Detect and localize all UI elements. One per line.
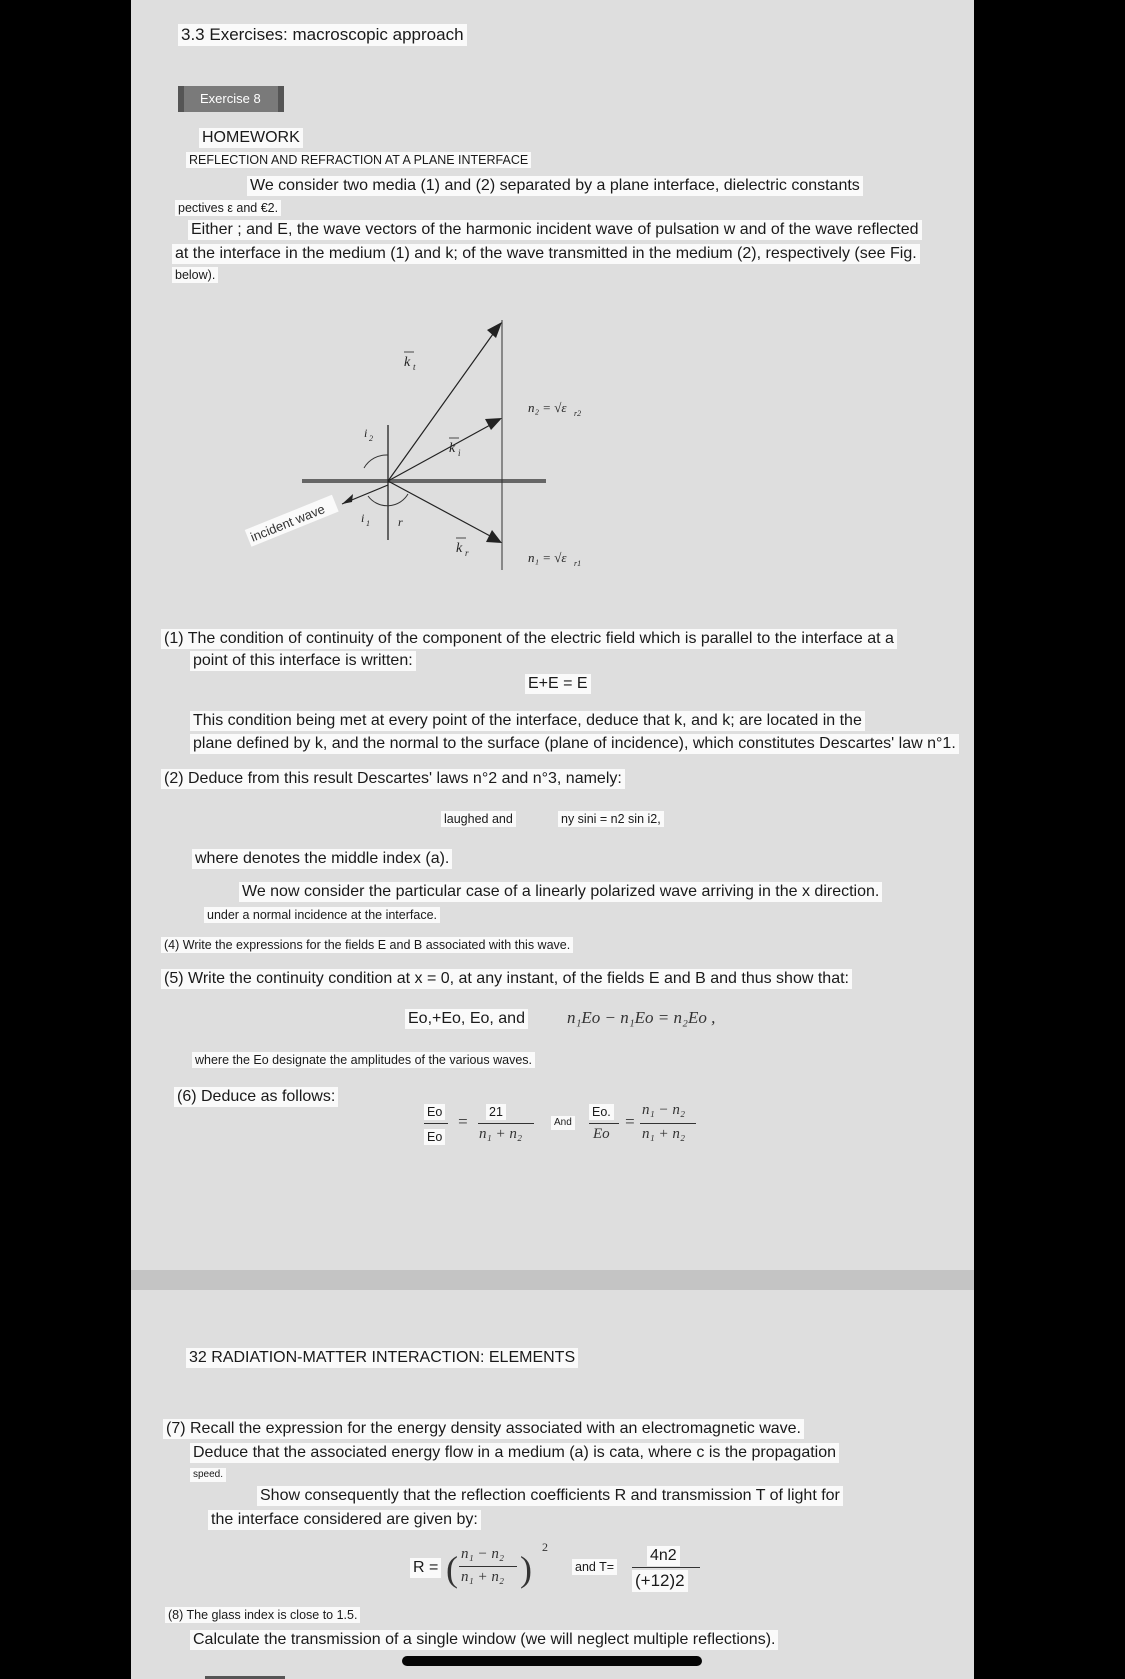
q6-r-denominator: Eo: [593, 1126, 610, 1142]
q6-t-rhs-denominator: n₁ + n₂: [479, 1126, 523, 1142]
kt-ray: [388, 327, 498, 481]
q2-law-a: laughed and: [441, 811, 516, 827]
q6-t-bar: [424, 1123, 448, 1124]
q6-r-bar: [589, 1123, 619, 1124]
ki-label: k: [449, 441, 456, 456]
q2-law-b: ny sini = n2 sin i2,: [558, 811, 664, 827]
intro-line-1: We consider two media (1) and (2) separated by a plane interface, dielectric constants: [247, 176, 863, 196]
kr-sub-label: r: [465, 548, 469, 558]
i2-label: i: [364, 426, 368, 440]
q7-and-t: and T=: [572, 1559, 617, 1575]
intro-line-4: at the interface in the medium (1) and k; of the wave transmitted in the medium (2), respectively (see Fig.: [172, 244, 920, 264]
n2-sub-label: r2: [574, 409, 582, 418]
q7-line-1: (7) Recall the expression for the energy density associated with an electromagnetic wave.: [163, 1419, 804, 1439]
q1-line-4: plane defined by k, and the normal to the surface (plane of incidence), which constitutes Descartes' law n°1.: [190, 734, 959, 754]
q6-r-rhs-denominator: n₁ + n₂: [642, 1126, 686, 1142]
q5-equation-a: Eo,+Eo, Eo, and: [405, 1009, 528, 1029]
q7-r-bar: [459, 1566, 517, 1567]
n2-equation: n₂ = √ε: [528, 400, 567, 415]
refraction-diagram: [230, 300, 630, 580]
i1-label: i: [361, 511, 365, 525]
q7-t-bar: [632, 1567, 700, 1568]
q6-line-1: (6) Deduce as follows:: [174, 1087, 338, 1107]
angle-i2-arc: [364, 455, 388, 468]
q2-line-2: where denotes the middle index (a).: [192, 849, 452, 869]
q8-line-1: (8) The glass index is close to 1.5.: [165, 1607, 360, 1623]
q7-line-4: Show consequently that the reflection coefficients R and transmission T of light for: [257, 1486, 843, 1506]
q6-t-denominator: Eo: [424, 1129, 445, 1145]
q6-t-equals: =: [457, 1112, 469, 1131]
q1-equation: E+E = E: [525, 674, 591, 694]
intro-line-3: Either ; and E, the wave vectors of the harmonic incident wave of pulsation w and of the wave reflected: [188, 220, 922, 240]
kr-arrowhead: [486, 530, 502, 543]
n1-sub-label: r1: [574, 559, 582, 568]
q2-line-1: (2) Deduce from this result Descartes' laws n°2 and n°3, namely:: [161, 769, 625, 789]
exercise-subtitle: REFLECTION AND REFRACTION AT A PLANE INTERFACE: [186, 152, 531, 168]
section-title: 3.3 Exercises: macroscopic approach: [178, 24, 467, 46]
q6-r-rhs-bar: [640, 1123, 696, 1124]
q7-left-paren: (: [446, 1549, 458, 1589]
scroll-indicator[interactable]: [402, 1656, 702, 1666]
exercise-8-tab[interactable]: Exercise 8: [178, 86, 284, 112]
q7-r-numerator: n₁ − n₂: [461, 1546, 505, 1562]
q7-r-denominator: n₁ + n₂: [461, 1569, 505, 1585]
incident-arrowhead: [342, 494, 353, 504]
page-2-header: 32 RADIATION-MATTER INTERACTION: ELEMENTS: [186, 1348, 578, 1368]
page-gap: [131, 1270, 974, 1290]
kt-label: k: [404, 355, 411, 370]
q7-t-numerator: 4n2: [647, 1546, 680, 1566]
q6-and: And: [551, 1116, 575, 1130]
q7-line-3: speed.: [190, 1468, 226, 1482]
q6-t-numerator: Eo: [424, 1104, 445, 1120]
q6-r-equals: =: [624, 1112, 636, 1131]
q7-line-5: the interface considered are given by:: [208, 1510, 481, 1530]
homework-label: HOMEWORK: [199, 128, 303, 148]
q7-right-paren: ): [520, 1549, 532, 1589]
kt-arrowhead: [487, 322, 502, 338]
q7-r-lhs: R =: [410, 1558, 441, 1578]
q6-r-rhs-numerator: n₁ − n₂: [642, 1102, 686, 1118]
q3-line-1: We now consider the particular case of a linearly polarized wave arriving in the x direction.: [239, 882, 882, 902]
kr-label: k: [456, 541, 463, 556]
n1-equation: n₁ = √ε: [528, 550, 567, 565]
q5-equation-b: n₁Eo − n₁Eo = n₂Eo ,: [567, 1008, 716, 1027]
r-label: r: [398, 515, 403, 529]
q8-line-2: Calculate the transmission of a single window (we will neglect multiple reflections).: [190, 1630, 778, 1650]
q1-line-2: point of this interface is written:: [190, 651, 416, 671]
q5-line-1: (5) Write the continuity condition at x = 0, at any instant, of the fields E and B and thus show that:: [161, 969, 852, 989]
incident-wave-label: incident wave: [248, 501, 327, 545]
ki-sub-label: i: [458, 448, 461, 458]
q1-line-1: (1) The condition of continuity of the component of the electric field which is parallel to the interface at a: [161, 629, 897, 649]
q1-line-3: This condition being met at every point of the interface, deduce that k, and k; are located in the: [190, 711, 865, 731]
q4-line-1: (4) Write the expressions for the fields E and B associated with this wave.: [161, 937, 573, 953]
q3-line-2: under a normal incidence at the interface.: [204, 907, 440, 923]
i2-sub-label: 2: [369, 434, 373, 443]
intro-line-2: pectives ε and €2.: [175, 200, 281, 216]
q7-line-2: Deduce that the associated energy flow in a medium (a) is cata, where c is the propagation: [190, 1443, 839, 1463]
ki-arrowhead: [485, 418, 502, 430]
i1-sub-label: 1: [366, 519, 370, 528]
q6-t-rhs-numerator: 21: [486, 1104, 506, 1120]
q5-line-2: where the Eo designate the amplitudes of the various waves.: [192, 1052, 535, 1068]
intro-line-5: below).: [172, 267, 218, 283]
q6-t-rhs-bar: [478, 1123, 534, 1124]
q7-t-denominator: (+12)2: [632, 1570, 688, 1592]
kr-ray: [388, 481, 492, 537]
q7-r-exponent: 2: [542, 1540, 548, 1554]
q6-r-numerator: Eo.: [589, 1104, 614, 1120]
ki-ray: [388, 424, 492, 481]
kt-sub-label: t: [413, 362, 416, 372]
